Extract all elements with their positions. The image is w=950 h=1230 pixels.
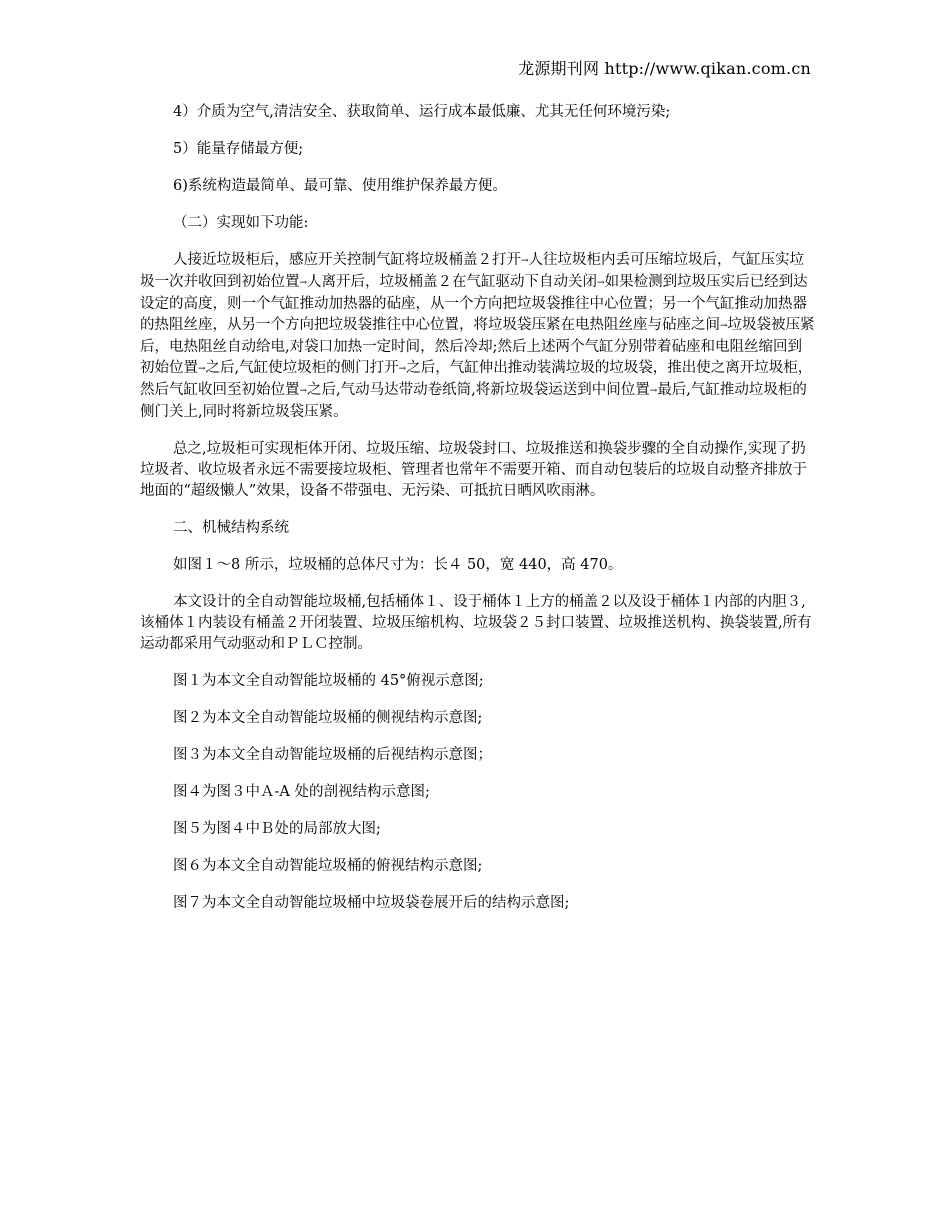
- paragraph-summary: 总之,垃圾柜可实现柜体开闭、垃圾压缩、垃圾袋封口、垃圾推送和换袋步骤的全自动操作,实现了扔垃圾者、收垃圾者永远不需要接垃圾柜、管理者也常年不需要开箱、而自动包装后的垃圾自动整齐排放于地面的“超级懒人”效果，设备不带强电、无污染、可抵抗日晒风吹雨淋。: [140, 441, 807, 499]
- arrow-icon: →: [198, 364, 206, 374]
- paragraph-dimensions: 如图１～8 所示，垃圾桶的总体尺寸为：长４ 50，宽 440，高 470。: [173, 557, 623, 573]
- section-functions-heading: （二）实现如下功能:: [173, 215, 309, 231]
- paragraph-medium-clean: 4）介质为空气,清洁安全、获取简单、运行成本最低廉、尤其无任何环境污染;: [173, 104, 671, 120]
- paragraph-workflow: [140, 250, 816, 423]
- section-mechanical-heading: 二、机械结构系统: [173, 520, 289, 536]
- figure-caption-5: 图５为图４中Ｂ处的局部放大图;: [173, 821, 381, 837]
- workflow-step: 之后，气缸伸出推动装满垃圾的垃圾袋，推出使之离开垃圾柜，然后气缸收回至初始位置: [140, 360, 813, 398]
- paragraph-simple-structure: 6)系统构造最简单、最可靠、使用维护保养最方便。: [173, 178, 507, 194]
- workflow-step: 人往垃圾柜内丢可压缩垃圾后，气缸压实垃圾一次并收回到初始位置: [140, 252, 805, 290]
- figure-caption-4: 图４为图３中Ａ-A 处的剖视结构示意图;: [173, 784, 430, 800]
- workflow-step: 垃圾袋被压紧后，电热阻丝自动给电,对袋口加热一定时间，然后冷却;然后上述两个气缸分别带着砧座和电阻丝缩回到初始位置: [140, 317, 815, 376]
- arrow-icon: →: [299, 386, 308, 396]
- document-body: [140, 102, 816, 914]
- arrow-icon: →: [720, 321, 728, 331]
- figure-caption-6: 图６为本文全自动智能垃圾桶的俯视结构示意图;: [173, 858, 483, 874]
- arrow-icon: →: [299, 278, 308, 288]
- paragraph-energy-storage: 5）能量存储最方便;: [173, 141, 304, 157]
- workflow-step: 人离开后，垃圾桶盖２在气缸驱动下自动关闭: [307, 274, 598, 290]
- workflow-step: 之后,气动马达带动卷纸筒,将新垃圾袋运送到中间位置: [307, 382, 650, 398]
- workflow-step: 之后,气缸使垃圾柜的侧门打开: [205, 360, 399, 376]
- paragraph-design-description: 本文设计的全自动智能垃圾桶,包括桶体１、设于桶体１上方的桶盖２以及设于桶体１内部的内胆３,该桶体１内装设有桶盖２开闭装置、垃圾压缩机构、垃圾袋２５封口装置、垃圾推送机构、换袋装置,所有运动都采用气动驱动和ＰＬＣ控制。: [140, 594, 812, 652]
- figure-caption-1: 图１为本文全自动智能垃圾桶的 45°俯视示意图;: [173, 673, 484, 689]
- arrow-icon: →: [597, 278, 605, 288]
- workflow-step: 人接近垃圾柜后，感应开关控制气缸将垃圾桶盖２打开: [173, 252, 521, 268]
- site-header: 龙源期刊网 http://www.qikan.com.cn: [518, 59, 811, 78]
- arrow-icon: →: [649, 386, 658, 396]
- figure-caption-2: 图２为本文全自动智能垃圾桶的侧视结构示意图;: [173, 710, 483, 726]
- workflow-step: 最后,气缸推动垃圾柜的侧门关上,同时将新垃圾袋压紧。: [140, 382, 807, 420]
- figure-caption-7: 图７为本文全自动智能垃圾桶中垃圾袋卷展开后的结构示意图;: [173, 895, 570, 911]
- arrow-icon: →: [398, 364, 407, 374]
- arrow-icon: →: [521, 256, 529, 266]
- workflow-step: 如果检测到垃圾压实后已经到达设定的高度，则一个气缸推动加热器的砧座，从一个方向把垃圾袋推往中心位置；另一个气缸推动加热器的热阻丝座，从另一个方向把垃圾袋推往中心位置，将垃圾袋压紧在电热阻丝座与砧座之间: [140, 274, 808, 333]
- figure-caption-3: 图３为本文全自动智能垃圾桶的后视结构示意图；: [173, 747, 492, 763]
